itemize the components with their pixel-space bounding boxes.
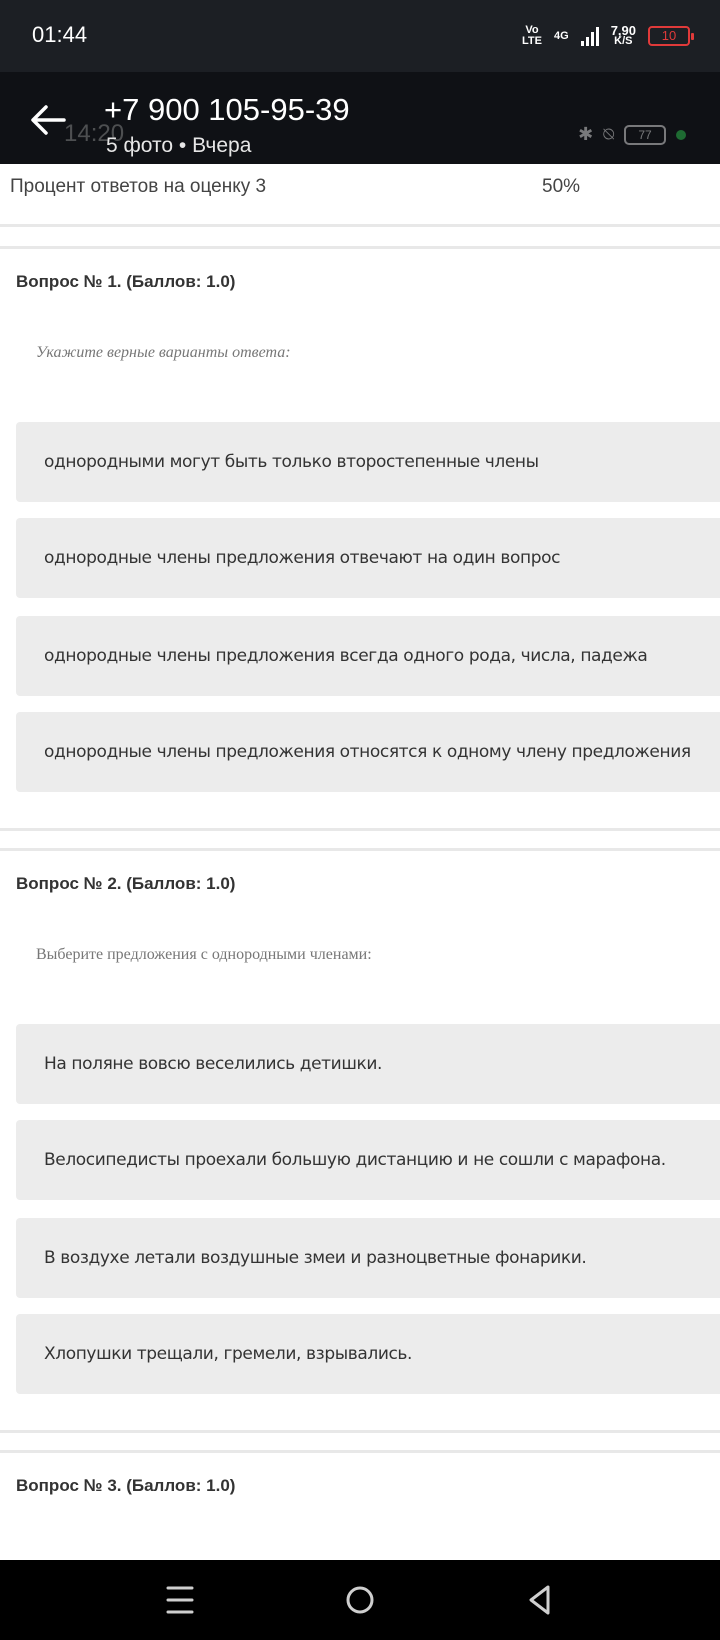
status-time: 01:44: [32, 22, 88, 47]
answer-option[interactable]: однородными могут быть только второстепенные члены: [16, 422, 720, 502]
circle-home-icon[interactable]: [344, 1584, 376, 1616]
photo-status-icons: [578, 124, 686, 145]
grade-row: [10, 176, 710, 198]
navigation-bar: [0, 1560, 720, 1640]
answer-option[interactable]: Хлопушки трещали, гремели, взрывались.: [16, 1314, 720, 1394]
question-title: Вопрос № 3. (Баллов: 1.0): [16, 1476, 236, 1495]
answer-option[interactable]: В воздухе летали воздушные змеи и разноцветные фонарики.: [16, 1218, 720, 1298]
triangle-back-icon[interactable]: [526, 1584, 554, 1616]
answer-option[interactable]: На поляне вовсю веселились детишки.: [16, 1024, 720, 1104]
divider: [0, 224, 720, 227]
network-speed: 7,90 K/S: [610, 23, 636, 47]
grade-label: Процент ответов на оценку 3: [10, 176, 267, 197]
question-title: Вопрос № 1. (Баллов: 1.0): [16, 272, 236, 291]
question-title: Вопрос № 2. (Баллов: 1.0): [16, 874, 236, 893]
photo-status-time: 14:20: [64, 120, 125, 147]
status-icons: [522, 22, 690, 50]
arrow-left-icon[interactable]: [28, 102, 68, 138]
signal-icon: [581, 26, 599, 46]
grade-value: 50%: [542, 176, 581, 197]
contact-title: +7 900 105-95-39: [104, 92, 350, 127]
answer-option[interactable]: однородные члены предложения всегда одного рода, числа, падежа: [16, 616, 720, 696]
status-bar: [0, 0, 720, 72]
test-content: [0, 164, 720, 1560]
photo-battery-icon: 77: [624, 125, 666, 145]
divider: [0, 828, 720, 831]
answer-option[interactable]: однородные члены предложения отвечают на один вопрос: [16, 518, 720, 598]
question-prompt: Укажите верные варианты ответа:: [36, 344, 291, 361]
menu-icon[interactable]: [166, 1584, 194, 1616]
question-prompt: Выберите предложения с однородными членами:: [36, 946, 372, 963]
mute-icon: ⍉: [603, 124, 614, 144]
divider: [0, 246, 720, 249]
bluetooth-icon: ✱: [578, 124, 594, 144]
battery-icon: 10: [648, 26, 690, 46]
divider: [0, 848, 720, 851]
camera-dot: [676, 130, 686, 140]
divider: [0, 1450, 720, 1453]
volte-indicator: Vo LTE: [522, 24, 542, 47]
divider: [0, 1430, 720, 1433]
photo-subtitle: 5 фото • Вчера: [106, 134, 252, 157]
answer-option[interactable]: однородные члены предложения относятся к одному члену предложения: [16, 712, 720, 792]
app-header: [0, 72, 720, 164]
network-type: 4G: [554, 29, 569, 42]
answer-option[interactable]: Велосипедисты проехали большую дистанцию и не сошли с марафона.: [16, 1120, 720, 1200]
